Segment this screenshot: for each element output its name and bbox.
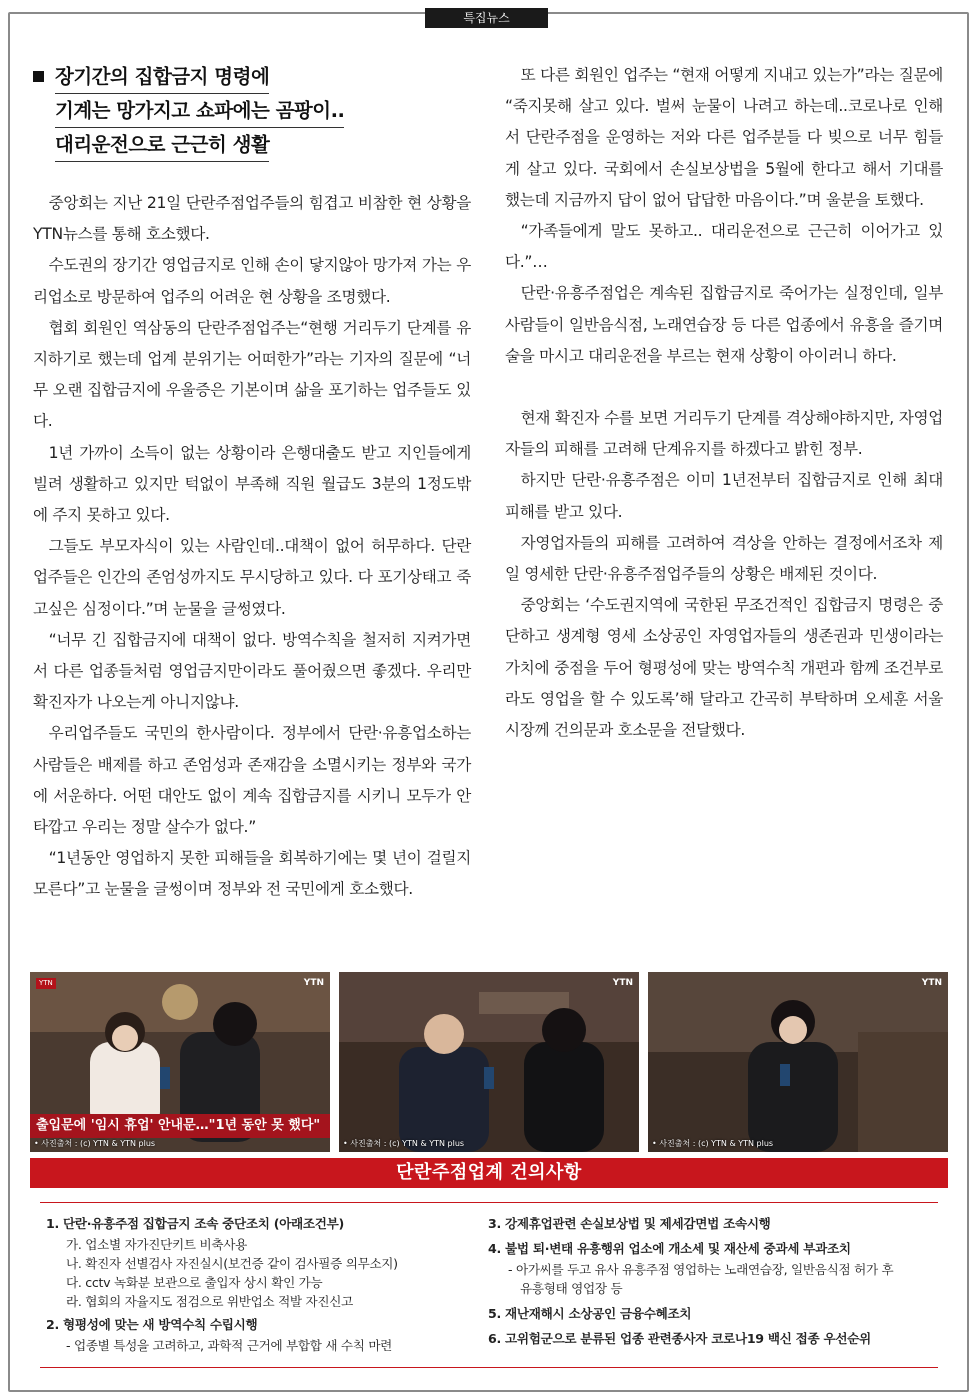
headline-line: 장기간의 집합금지 명령에 [55, 60, 269, 94]
recommendations-box [30, 1198, 948, 1372]
headline-line: 기계는 망가지고 쇼파에는 곰팡이.. [55, 94, 344, 128]
news-photo [30, 972, 330, 1152]
right-column [505, 60, 943, 746]
recommendation-subitem: 다. cctv 녹화분 보관으로 출입자 상시 확인 가능 [66, 1275, 323, 1290]
body-paragraph: 협회 회원인 역삼동의 단란주점업주는“현행 거리두기 단계를 유지하기로 했는데 업계 분위기는 어떠한가”라는 기자의 질문에 “너무 오랜 집합금지에 우울증은 기본이며 삶을 포기하는 업주들도 있다. [33, 318, 471, 431]
recommendation-item: 6. 고위험군으로 분류된 업종 관련종사자 코로나19 백신 접종 우선순위 [488, 1331, 871, 1346]
body-paragraph: “너무 긴 집합금지에 대책이 없다. 방역수칙을 철저히 지켜가면서 다른 업종들처럼 영업금지만이라도 풀어줬으면 좋겠다. 우리만 확진자가 나오는게 아니지않냐. [33, 630, 471, 712]
recommendation-subitem: - 아가씨를 두고 유사 유흥주점 영업하는 노래연습장, 일반음식점 허가 후 [508, 1262, 894, 1277]
body-paragraph: “가족들에게 말도 못하고.. 대리운전으로 근근히 이어가고 있다.”… [505, 222, 944, 272]
recommendation-item: 4. 불법 퇴·변태 유흥행위 업소에 개소세 및 재산세 중과세 부과조치 [488, 1241, 851, 1256]
recommendation-item: 1. 단란·유흥주점 집합금지 조속 중단조치 (아래조건부) [46, 1216, 344, 1231]
news-photo [339, 972, 639, 1152]
broadcast-caption: 출입문에 '임시 휴업' 안내문…"1년 동안 못 했다" [30, 1114, 330, 1138]
body-paragraph: 그들도 부모자식이 있는 사람인데..대책이 없어 허무하다. 단란업주들은 인간의 존엄성까지도 무시당하고 있다. 다 포기상태고 죽고싶은 심정이다.”며 눈물을 글썽였다. [33, 537, 471, 618]
left-column [33, 60, 471, 906]
body-paragraph: 또 다른 회원인 업주는 “현재 어떻게 지내고 있는가”라는 질문에 “죽지못해 살고 있다. 벌써 눈물이 나려고 하는데..코로나로 인해서 단란주점을 운영하는 저와 다른 업주분들 다 빚으로 너무 힘들게 살고 있다. 국회에서 손실보상법을 5월에 한다고 해서 기대를 했는데 지금까지 답이 없어 답답한 마음이다.”며 울분을 토했다. [505, 66, 943, 209]
recommendation-subitem: 나. 확진자 선별검사 자진실시(보건증 같이 검사필증 의무소지) [66, 1256, 398, 1271]
recommendation-subitem: 가. 업소별 자가진단키트 비축사용 [66, 1237, 247, 1252]
body-paragraph: “1년동안 영업하지 못한 피해들을 회복하기에는 몇 년이 걸릴지 모른다”고 눈물을 글썽이며 정부와 전 국민에게 호소했다. [33, 849, 471, 899]
section-tag: 특집뉴스 [425, 8, 548, 28]
broadcast-bug: YTN [36, 978, 56, 989]
recommendation-item: 5. 재난재해시 소상공인 금융수혜조치 [488, 1306, 692, 1321]
reporter-scene-image [648, 972, 948, 1152]
body-paragraph: 중앙회는 지난 21일 단란주점업주들의 힘겹고 비참한 현 상황을 YTN뉴스를 통해 호소했다. [33, 194, 471, 244]
ytn-logo: YTN [303, 978, 324, 988]
body-paragraph: 수도권의 장기간 영업금지로 인해 손이 닿지않아 망가져 가는 우리업소로 방문하여 업주의 어려운 현 상황을 조명했다. [33, 256, 471, 306]
headline-line: 대리운전으로 근근히 생활 [55, 128, 269, 162]
body-paragraph: 자영업자들의 피해를 고려하여 격상을 안하는 결정에서조차 제일 영세한 단란·유흥주점업주들의 상황은 배제된 것이다. [505, 533, 943, 584]
recommendation-subitem: 라. 협회의 자율지도 점검으로 위반업소 적발 자진신고 [66, 1294, 353, 1309]
photo-credit: • 사진출처 : (c) YTN & YTN plus [34, 1139, 156, 1148]
headline [33, 60, 471, 162]
body-paragraph: 1년 가까이 소득이 없는 상황이라 은행대출도 받고 지인들에게 빌려 생활하고 있지만 턱없이 부족해 직원 월급도 3분의 1정도밖에 주지 못하고 있다. [33, 443, 471, 525]
recommendation-item: 2. 형평성에 맞는 새 방역수칙 수립시행 [46, 1317, 258, 1332]
recommendations-title: 단란주점업계 건의사항 [30, 1158, 948, 1188]
recommendation-subitem: 유흥형태 영업장 등 [520, 1281, 623, 1296]
divider [40, 1367, 938, 1368]
ytn-logo: YTN [921, 978, 942, 988]
recommendations-left [46, 1214, 466, 1355]
photo-credit: • 사진출처 : (c) YTN & YTN plus [343, 1139, 465, 1148]
body-paragraph: 단란·유흥주점업은 계속된 집합금지로 죽어가는 실정인데, 일부 사람들이 일반음식점, 노래연습장 등 다른 업종에서 유흥을 즐기며 술을 마시고 대리운전을 부르는 현재 상황이 아이러니 하다. [505, 284, 943, 365]
recommendation-item: 3. 강제휴업관련 손실보상법 및 제세감면법 조속시행 [488, 1216, 771, 1231]
body-paragraph: 현재 확진자 수를 보면 거리두기 단계를 격상해야하지만, 자영업자들의 피해를 고려해 단계유지를 하겠다고 밝힌 정부. [505, 409, 943, 459]
bullet-square-icon [33, 71, 44, 82]
body-paragraph: 중앙회는 ‘수도권지역에 국한된 무조건적인 집합금지 명령은 중단하고 생계형 영세 소상공인 자영업자들의 생존권과 민생이라는 가치에 중점을 두어 형평성에 맞는 방역수칙 개편과 함께 조건부로라도 영업을 할 수 있도록’해 달라고 간곡히 부탁하며 오세훈 서울시장께 건의문과 호소문을 전달했다. [505, 596, 943, 740]
recommendations-right [488, 1214, 928, 1350]
recommendation-subitem: - 업종별 특성을 고려하고, 과학적 근거에 부합합 새 수칙 마련 [66, 1338, 393, 1353]
ytn-logo: YTN [612, 978, 633, 988]
interview-scene-image [339, 972, 639, 1152]
photo-strip [30, 972, 948, 1152]
photo-credit: • 사진출처 : (c) YTN & YTN plus [652, 1139, 774, 1148]
body-paragraph: 하지만 단란·유흥주점은 이미 1년전부터 집합금지로 인해 최대 피해를 받고 있다. [505, 471, 943, 521]
body-paragraph: 우리업주들도 국민의 한사람이다. 정부에서 단란·유흥업소하는 사람들은 배제를 하고 존엄성과 존재감을 소멸시키는 정부와 국가에 서운하다. 어떤 대안도 없이 계속 집합금지를 시키니 모두가 안타깝고 우리는 정말 살수가 없다.” [33, 724, 471, 837]
divider [40, 1202, 938, 1203]
news-photo [648, 972, 948, 1152]
